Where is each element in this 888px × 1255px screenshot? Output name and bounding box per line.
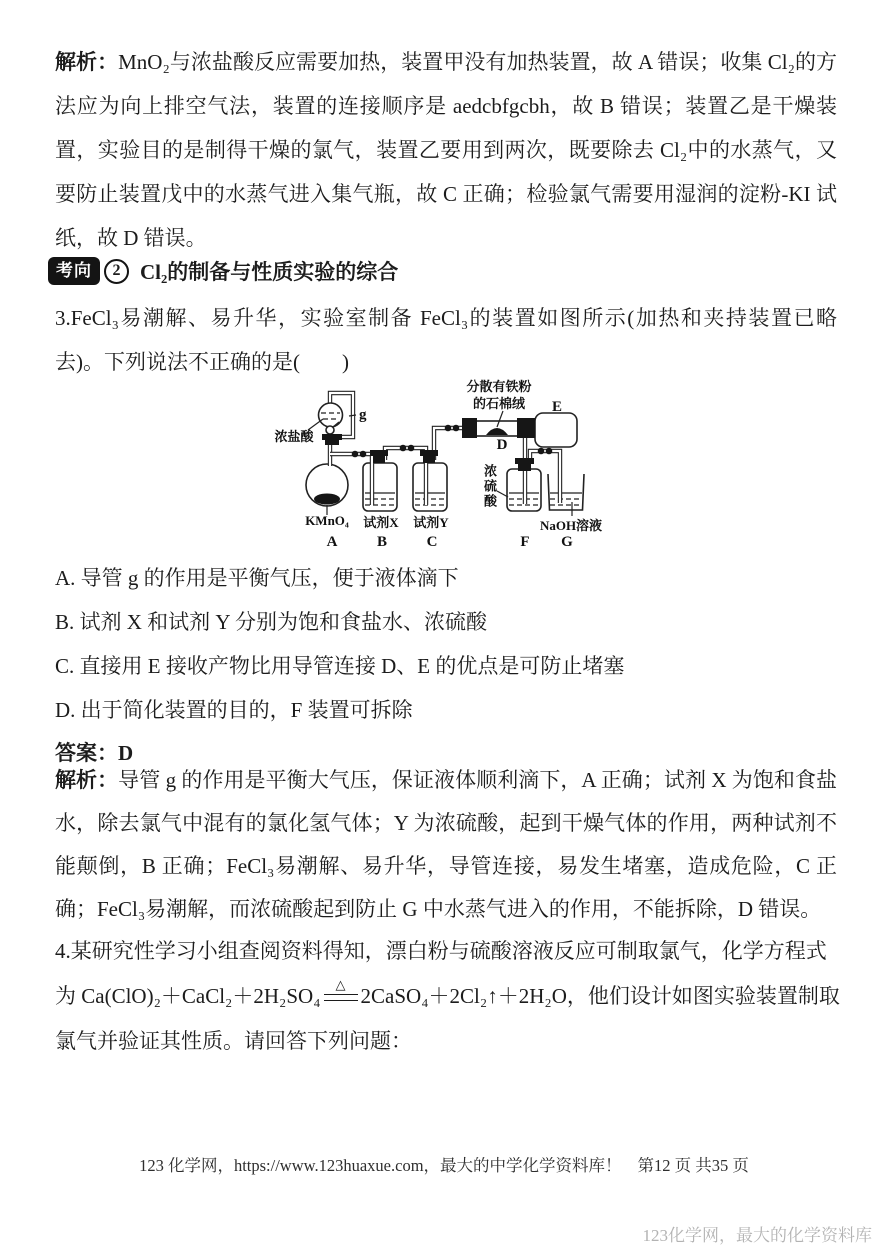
label-e: E [551, 399, 563, 415]
label-f: F [520, 534, 530, 550]
question-4-equation [55, 974, 840, 1019]
stopcock-valve-icon [326, 426, 334, 434]
label-a: A [326, 534, 338, 550]
gas-bottle-c [413, 463, 447, 511]
analysis-paragraph-q3 [55, 759, 837, 931]
question-4-line1: 4.某研究性学习小组查阅资料得知，漂白粉与硫酸溶液反应可制取氯气，化学方程式 [55, 939, 827, 963]
dropping-funnel [319, 403, 343, 434]
equation-left: 为 Ca(ClO)₂＋CaCl₂＋2H₂SO₄ [55, 984, 321, 1008]
question-4 [55, 929, 840, 1064]
label-reagent-y: 试剂Y [413, 515, 449, 530]
label-reagent-x: 试剂X [363, 515, 399, 530]
equation-right: 2CaSO₄＋2Cl₂↑＋2H₂O，他们设计如图实验装置制取 [360, 984, 840, 1008]
label-conc-h2so4: 浓硫酸 [482, 464, 497, 509]
watermark: 123化学网，最大的化学资料库 [642, 1226, 872, 1245]
heated-equals-sign [324, 977, 358, 1001]
option-d: D. 出于简化装置的目的，F 装置可拆除 [55, 698, 413, 722]
option-c: C. 直接用 E 接收产物比用导管连接 D、E 的优点是可防止堵塞 [55, 654, 625, 678]
analysis-text: 导管 g 的作用是平衡大气压，保证液体顺利滴下，A 正确；试剂 X 为饱和食盐水，除去氯气中混有的氯化氢气体；Y 为浓硫酸，起到干燥气体的作用，两种试剂不能颠倒，B 正确；FeCl₃易潮解、易升华，导管连接，易发生堵塞，造成危险，C 正确；FeCl₃易潮解，而浓硫酸起到防止 G 中水蒸气进入的作用，不能拆除，D 错误。 [55, 768, 838, 921]
analysis-label: 解析： [55, 768, 119, 792]
label-cotton-line1: 分散有铁粉 [466, 379, 532, 394]
gas-bottle-b [363, 463, 397, 511]
label-conc-hcl: 浓盐酸 [274, 429, 314, 444]
exam-point-row [48, 256, 398, 286]
question-4-line3: 氯气并验证其性质。请回答下列问题： [55, 1029, 412, 1053]
footer-site-info: 123 化学网，https://www.123huaxue.com，最大的中学化学资料库！ [139, 1156, 622, 1175]
question-3-options [55, 556, 837, 732]
label-tube-g: g [359, 407, 367, 423]
answer-label: 答案： [55, 741, 118, 765]
page-footer [0, 1152, 888, 1176]
analysis-label: 解析： [55, 50, 119, 74]
exam-point-badge: 考向 [48, 257, 100, 285]
label-c: C [426, 534, 438, 550]
label-cotton-line2: 的石棉绒 [472, 396, 526, 411]
answer-value: D [118, 741, 134, 765]
apparatus-diagram [245, 374, 665, 559]
label-naoh: NaOH溶液 [539, 518, 603, 533]
delta-icon: △ [335, 977, 346, 992]
analysis-paragraph-q2 [55, 40, 837, 260]
section-title: Cl₂的制备与性质实验的综合 [140, 260, 399, 284]
option-a: A. 导管 g 的作用是平衡气压，便于液体滴下 [55, 566, 459, 590]
page-number: 第12 页 共35 页 [637, 1156, 749, 1175]
exam-point-number: 2 [104, 259, 129, 284]
analysis-text: MnO₂与浓盐酸反应需要加热，装置甲没有加热装置，故 A 错误；收集 Cl₂的方法应为向上排空气法，装置的连接顺序是 aedcbfgcbh，故 B 错误；装置乙是干燥装置，实验目的是制得干燥的氯气，装置乙要用到两次，既要除去 Cl₂中的水蒸气，又要防止装置戊中的水蒸气进入集气瓶，故 C 正确；检验氯气需要用湿润的淀粉-KI 试纸，故 D 错误。 [55, 50, 838, 250]
label-d: D [496, 437, 508, 453]
collector-e [535, 413, 577, 447]
option-b: B. 试剂 X 和试剂 Y 分别为饱和食盐水、浓硫酸 [55, 610, 488, 634]
label-b: B [376, 534, 388, 550]
apparatus-svg [245, 374, 665, 559]
label-kmno4: KMnO₄ [305, 513, 349, 528]
kmno4-solid [314, 494, 340, 505]
question-3-stem: 3.FeCl₃易潮解、易升华，实验室制备 FeCl₃的装置如图所示(加热和夹持装置已略去)。下列说法不正确的是( ) [55, 306, 837, 374]
label-g: G [561, 534, 573, 550]
